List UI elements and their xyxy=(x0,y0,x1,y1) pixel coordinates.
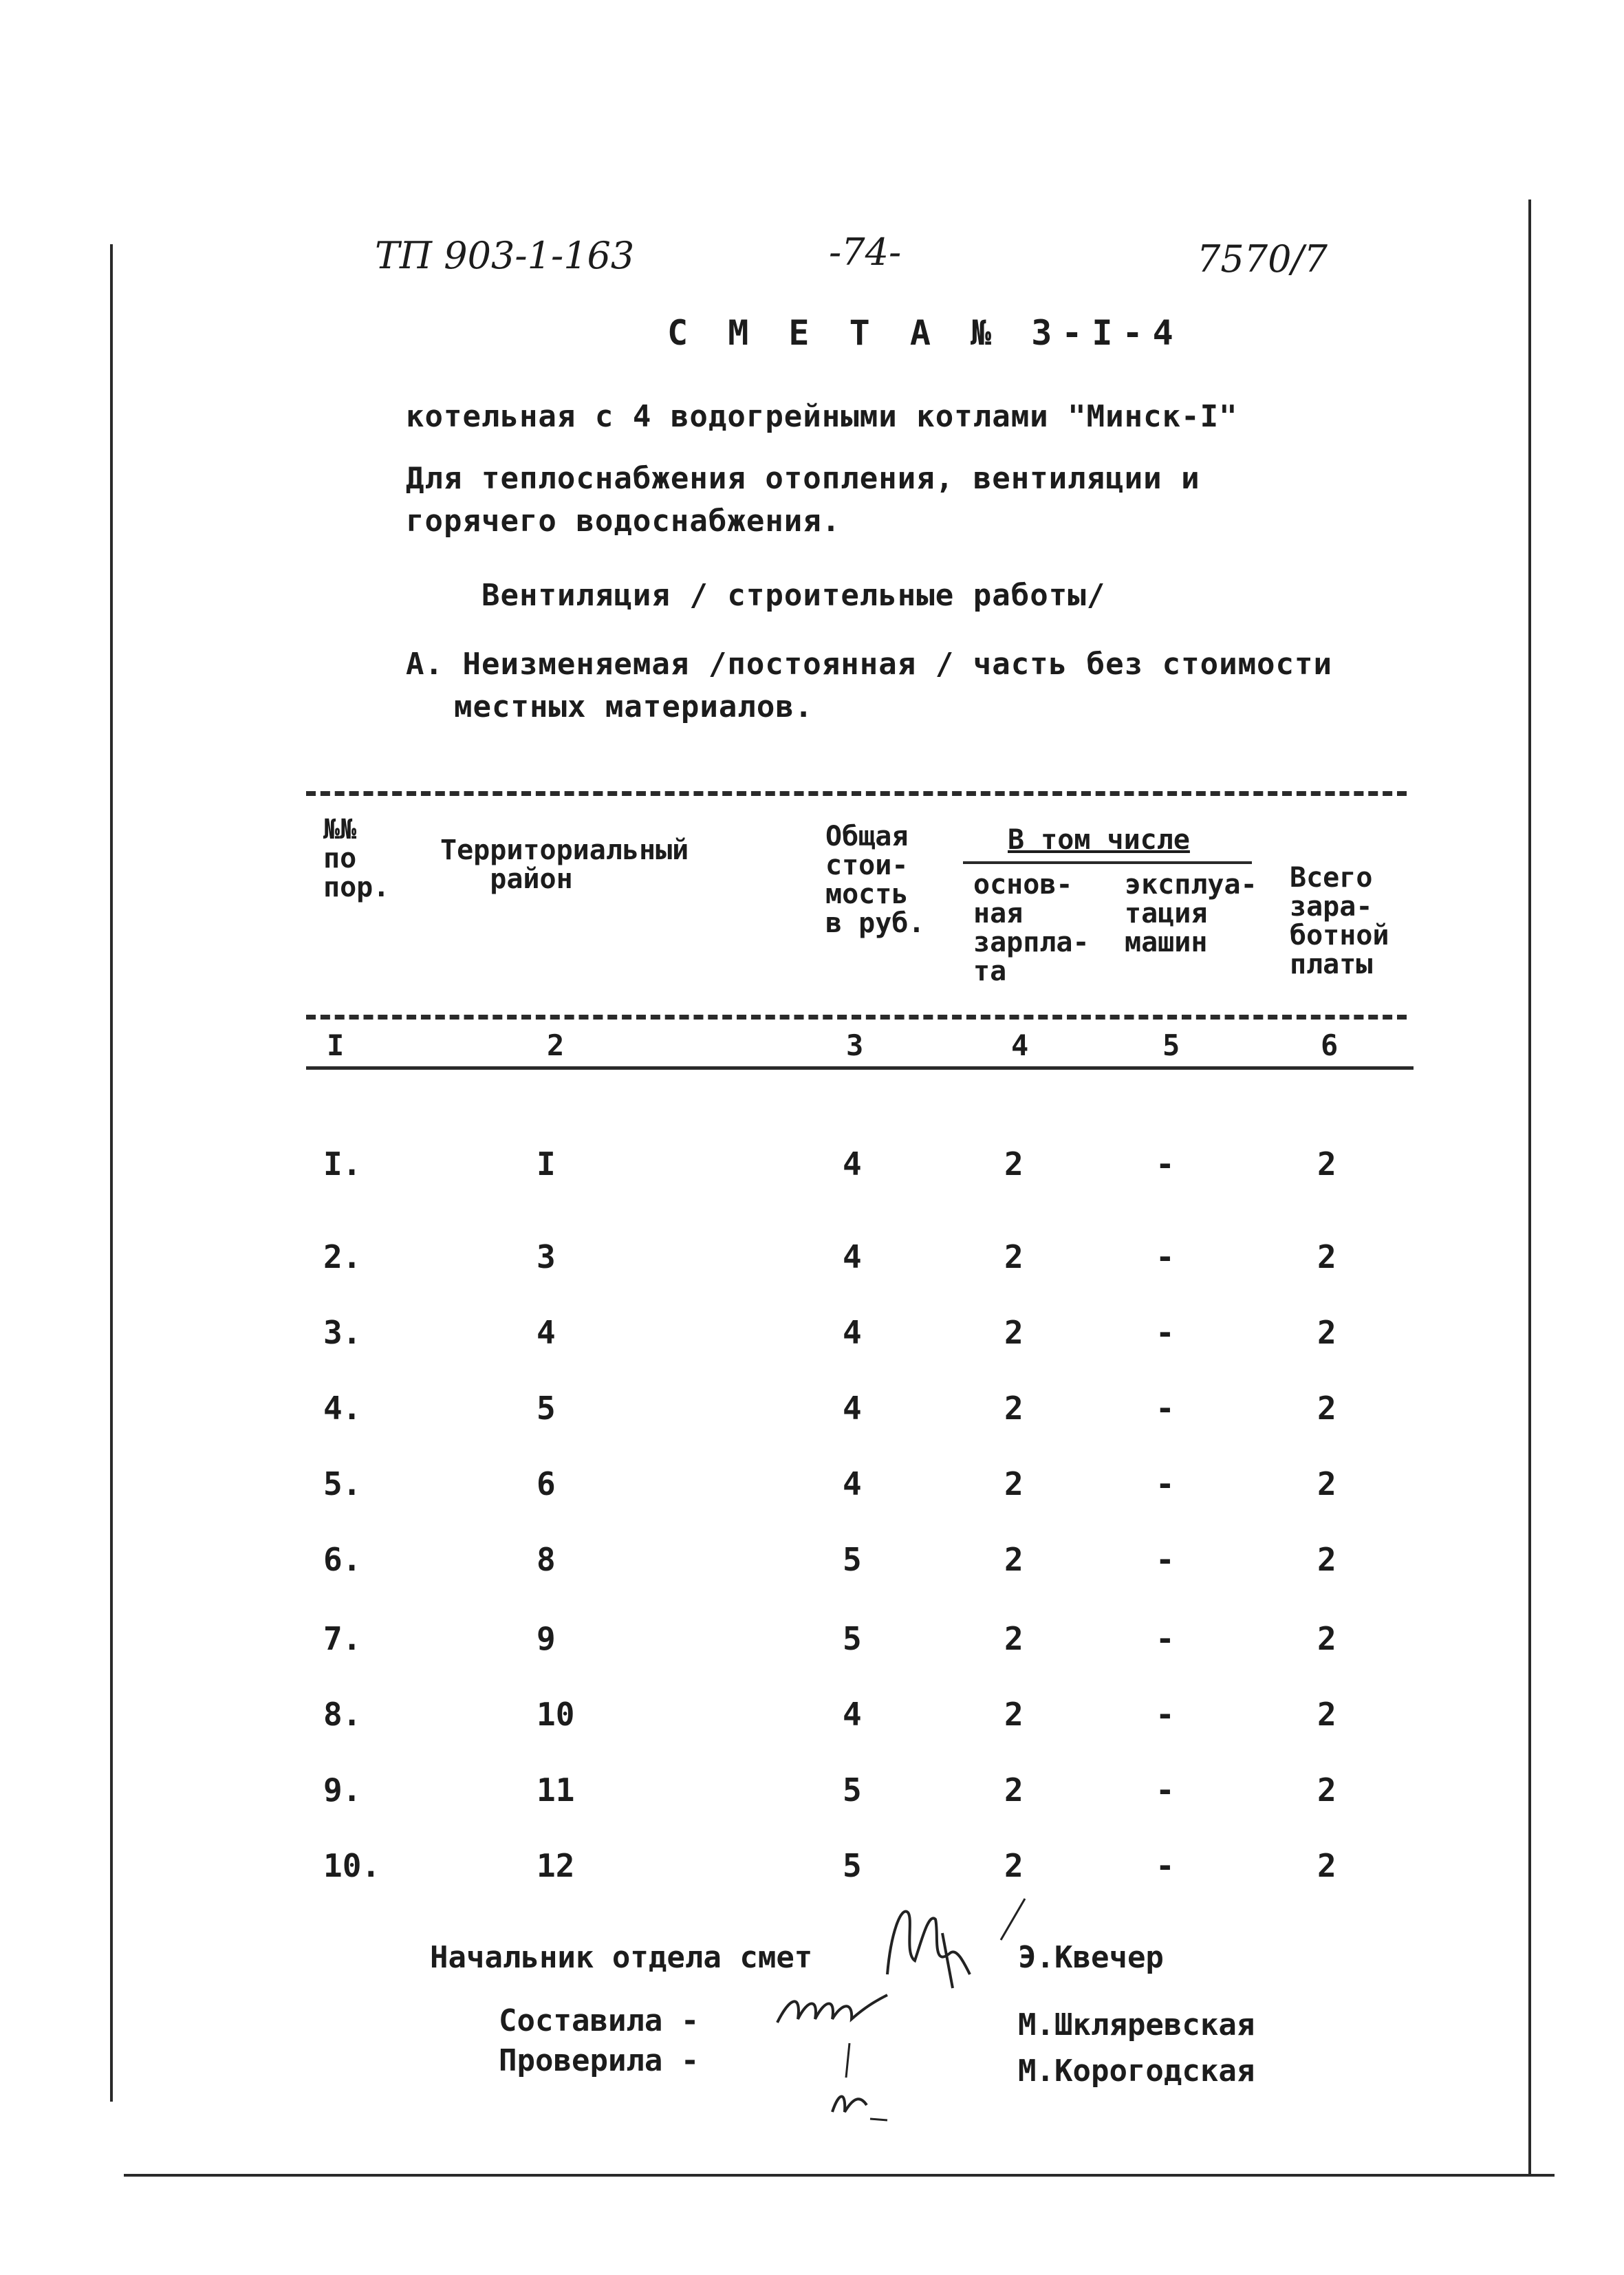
column-number-4: 4 xyxy=(1011,1028,1029,1062)
cell-machine-operation: - xyxy=(1156,1771,1175,1809)
cell-row-number: I. xyxy=(323,1145,362,1183)
cell-total-cost: 4 xyxy=(843,1696,862,1733)
table-top-rule xyxy=(306,791,1407,796)
cell-total-wages: 2 xyxy=(1317,1847,1336,1884)
cell-total-wages: 2 xyxy=(1317,1620,1336,1657)
cell-district: 12 xyxy=(537,1847,575,1884)
cell-row-number: 10. xyxy=(323,1847,381,1884)
column-numbers-rule xyxy=(306,1066,1414,1070)
cell-base-salary: 2 xyxy=(1004,1696,1024,1733)
cell-total-cost: 4 xyxy=(843,1145,862,1183)
cell-total-wages: 2 xyxy=(1317,1145,1336,1183)
cell-total-cost: 5 xyxy=(843,1847,862,1884)
cell-machine-operation: - xyxy=(1156,1390,1175,1427)
cell-machine-operation: - xyxy=(1156,1238,1175,1275)
description-line-2: Для теплоснабжения отопления, вентиляции и xyxy=(406,461,1200,496)
description-line-1: котельная с 4 водогрейными котлами "Минск-I" xyxy=(406,399,1238,434)
cell-district: 6 xyxy=(537,1465,556,1502)
project-code: ТП 903-1-163 xyxy=(375,234,635,277)
cell-machine-operation: - xyxy=(1156,1145,1175,1183)
cell-district: 5 xyxy=(537,1390,556,1427)
cell-total-wages: 2 xyxy=(1317,1541,1336,1578)
cell-machine-operation: - xyxy=(1156,1541,1175,1578)
cell-total-cost: 4 xyxy=(843,1390,862,1427)
column-number-3: 3 xyxy=(846,1028,864,1062)
cell-row-number: 3. xyxy=(323,1314,362,1351)
header-bottom-rule xyxy=(306,1015,1407,1020)
cell-base-salary: 2 xyxy=(1004,1465,1024,1502)
left-border-line xyxy=(110,244,113,2102)
header-including-group: В том числе xyxy=(1008,824,1190,856)
checked-signature xyxy=(819,2036,915,2126)
cell-row-number: 8. xyxy=(323,1696,362,1733)
sheet-code: 7570/7 xyxy=(1197,237,1328,281)
cell-total-wages: 2 xyxy=(1317,1696,1336,1733)
cell-base-salary: 2 xyxy=(1004,1145,1024,1183)
checked-by-label: Проверила - xyxy=(499,2043,700,2078)
cell-total-wages: 2 xyxy=(1317,1465,1336,1502)
cell-total-cost: 4 xyxy=(843,1238,862,1275)
cell-base-salary: 2 xyxy=(1004,1541,1024,1578)
cell-base-salary: 2 xyxy=(1004,1238,1024,1275)
group-underline xyxy=(963,861,1252,864)
cell-machine-operation: - xyxy=(1156,1696,1175,1733)
cell-district: 3 xyxy=(537,1238,556,1275)
header-row-number: №№ по пор. xyxy=(323,814,390,903)
page-number: -74- xyxy=(829,230,902,274)
head-signature-slash xyxy=(990,1895,1032,1943)
compiled-by-label: Составила - xyxy=(499,2003,700,2038)
cell-row-number: 6. xyxy=(323,1541,362,1578)
description-line-3: горячего водоснабжения. xyxy=(406,504,841,539)
cell-machine-operation: - xyxy=(1156,1465,1175,1502)
column-number-1: I xyxy=(327,1028,345,1062)
cell-district: 11 xyxy=(537,1771,575,1809)
header-territorial-district: Территориальный район xyxy=(440,834,689,895)
cell-total-wages: 2 xyxy=(1317,1390,1336,1427)
column-number-6: 6 xyxy=(1321,1028,1339,1062)
cell-row-number: 5. xyxy=(323,1465,362,1502)
cell-base-salary: 2 xyxy=(1004,1620,1024,1657)
right-border-line xyxy=(1528,200,1531,2174)
cell-district: I xyxy=(537,1145,556,1183)
cell-district: 4 xyxy=(537,1314,556,1351)
description-line-4: Вентиляция / строительные работы/ xyxy=(481,578,1106,613)
cell-total-cost: 4 xyxy=(843,1465,862,1502)
cell-base-salary: 2 xyxy=(1004,1314,1024,1351)
cell-base-salary: 2 xyxy=(1004,1390,1024,1427)
column-number-5: 5 xyxy=(1162,1028,1180,1062)
description-line-6: местных материалов. xyxy=(454,689,814,724)
cell-machine-operation: - xyxy=(1156,1847,1175,1884)
header-total-cost: Общая стои- мость в руб. xyxy=(825,821,925,939)
cell-machine-operation: - xyxy=(1156,1314,1175,1351)
cell-total-cost: 5 xyxy=(843,1620,862,1657)
cell-total-cost: 5 xyxy=(843,1541,862,1578)
cell-row-number: 9. xyxy=(323,1771,362,1809)
cell-row-number: 4. xyxy=(323,1390,362,1427)
column-number-2: 2 xyxy=(547,1028,565,1062)
checked-by-name: М.Корогодская xyxy=(1018,2053,1255,2089)
cell-total-wages: 2 xyxy=(1317,1238,1336,1275)
head-of-department-name: Э.Квечер xyxy=(1018,1940,1164,1975)
compiled-by-name: М.Шкляревская xyxy=(1018,2007,1255,2042)
cell-base-salary: 2 xyxy=(1004,1847,1024,1884)
cell-base-salary: 2 xyxy=(1004,1771,1024,1809)
cell-total-cost: 4 xyxy=(843,1314,862,1351)
cell-total-wages: 2 xyxy=(1317,1771,1336,1809)
cell-total-cost: 5 xyxy=(843,1771,862,1809)
description-line-5: А. Неизменяемая /постоянная / часть без стоимости xyxy=(406,647,1333,682)
header-total-wages: Всего зара- ботной платы xyxy=(1290,862,1389,980)
cell-row-number: 2. xyxy=(323,1238,362,1275)
compiled-signature xyxy=(770,1981,908,2036)
cell-district: 8 xyxy=(537,1541,556,1578)
cell-total-wages: 2 xyxy=(1317,1314,1336,1351)
header-base-salary: основ- ная зарпла- та xyxy=(973,869,1090,987)
cell-district: 9 xyxy=(537,1620,556,1657)
header-machine-operation: эксплуа- тация машин xyxy=(1125,869,1257,958)
bottom-border-line xyxy=(124,2174,1555,2177)
document-title: С М Е Т А № 3-I-4 xyxy=(667,313,1183,353)
head-of-department-label: Начальник отдела смет xyxy=(430,1940,813,1975)
cell-row-number: 7. xyxy=(323,1620,362,1657)
cell-machine-operation: - xyxy=(1156,1620,1175,1657)
cell-district: 10 xyxy=(537,1696,575,1733)
